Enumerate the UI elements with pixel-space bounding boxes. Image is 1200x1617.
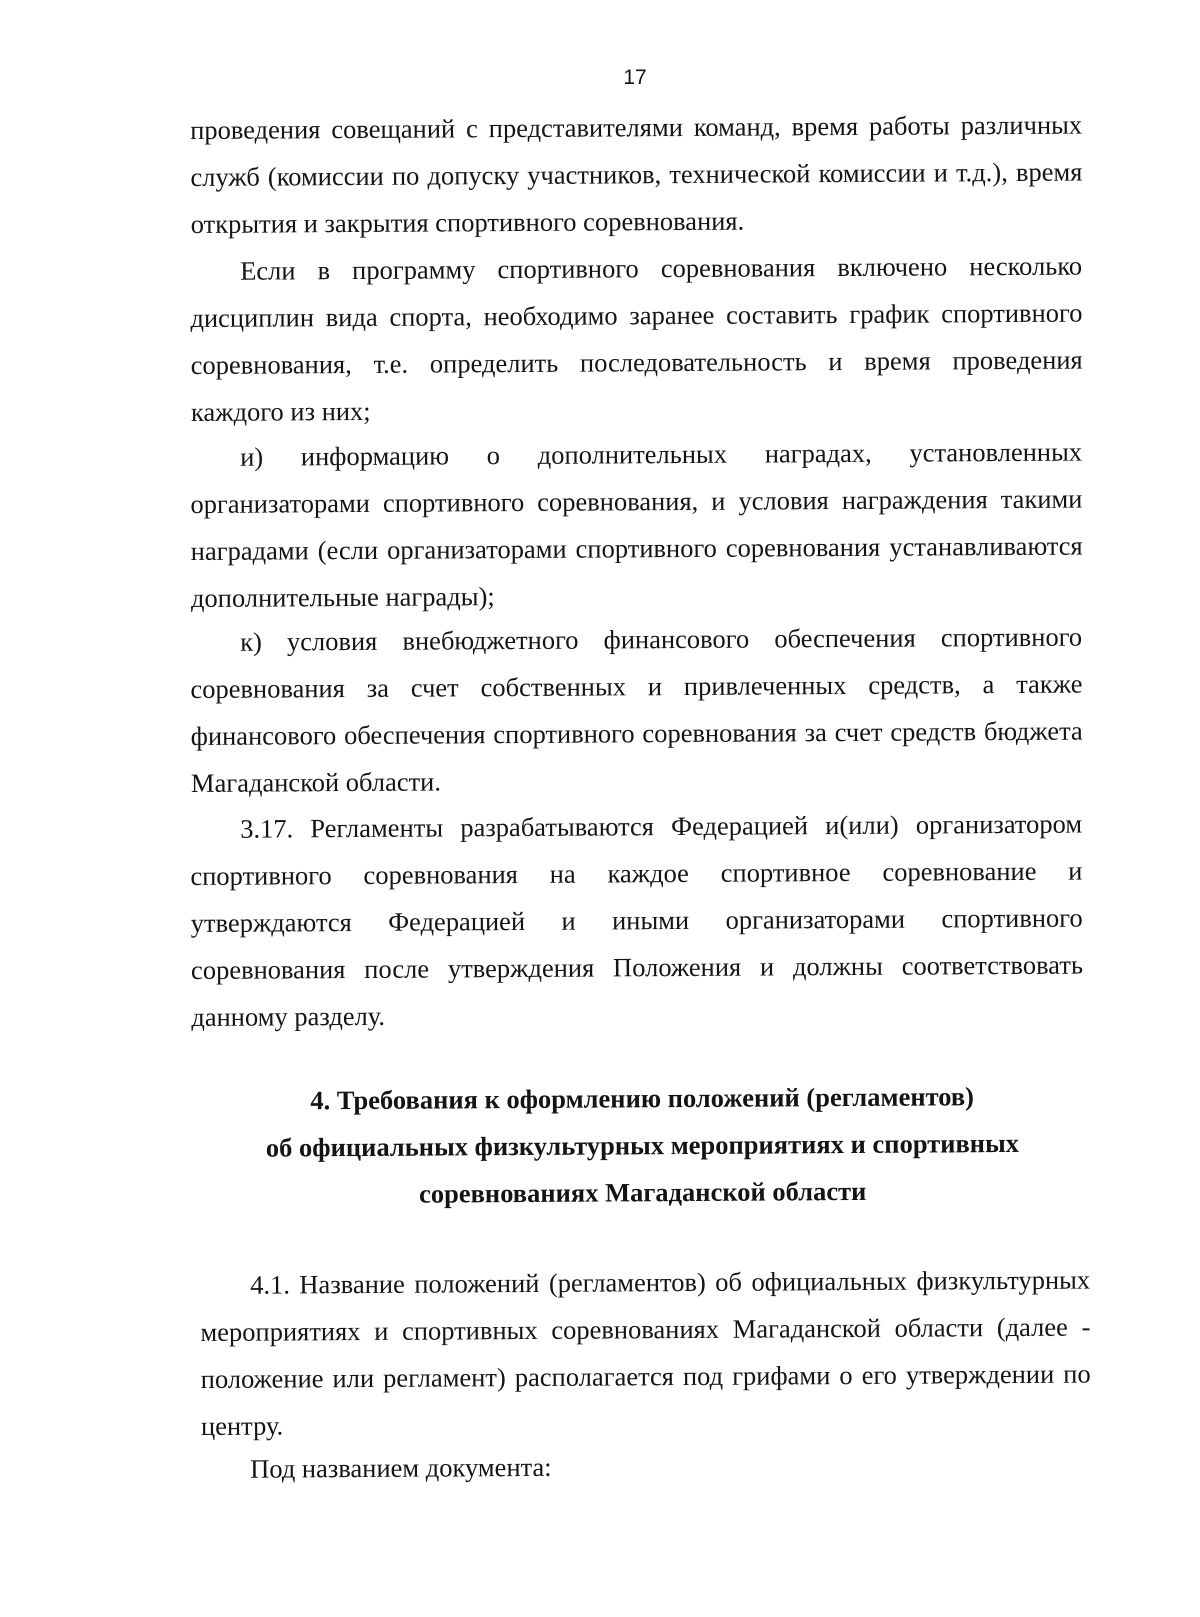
section-heading-line-2: об официальных физкультурных мероприятиях и спортивных	[265, 1127, 1020, 1163]
paragraph-item-i-awards: и) информацию о дополнительных наградах, установленных организаторами спортивного соревнования, и условия награждения такими наградами (если организаторами спортивного соревнования устанавливаются дополнительные награды);	[190, 436, 1083, 613]
section-heading-line-1: 4. Требования к оформлению положений (регламентов)	[310, 1081, 975, 1116]
paragraph-item-k-financing: к) условия внебюджетного финансового обеспечения спортивного соревнования за счет собственных и привлеченных средств, а также финансового обеспечения спортивного соревнования за счет средств бюджета Магаданской области.	[190, 621, 1083, 798]
paragraph-3-17-regulations: 3.17. Регламенты разрабатываются Федерацией и(или) организатором спортивного соревнования на каждое спортивное соревнование и утверждаются Федерацией и иными организаторами спортивного соревнования после утверждения Положения и должны соответствовать данному разделу.	[190, 808, 1084, 1032]
paragraph-under-title: Под названием документа:	[250, 1451, 552, 1484]
section-heading-line-3: соревнованиях Магаданской области	[418, 1175, 867, 1209]
paragraph-disciplines-schedule: Если в программу спортивного соревнования включено несколько дисциплин вида спорта, необходимо заранее составить график спортивного соревнования, т.е. определить последовательность и время проведения каждого из них;	[190, 250, 1083, 427]
page-number: 17	[623, 66, 647, 89]
section-heading	[196, 1073, 1089, 1219]
paragraph-continuation: проведения совещаний с представителями команд, время работы различных служб (комиссии по допуску участников, технической комиссии и т.д.), время открытия и закрытия спортивного соревнования.	[190, 109, 1083, 239]
paragraph-4-1-title-placement: 4.1. Название положений (регламентов) об официальных физкультурных мероприятиях и спортивных соревнованиях Магаданской области (далее - положение или регламент) располагается под грифами о его утверждении по центру.	[200, 1264, 1091, 1441]
